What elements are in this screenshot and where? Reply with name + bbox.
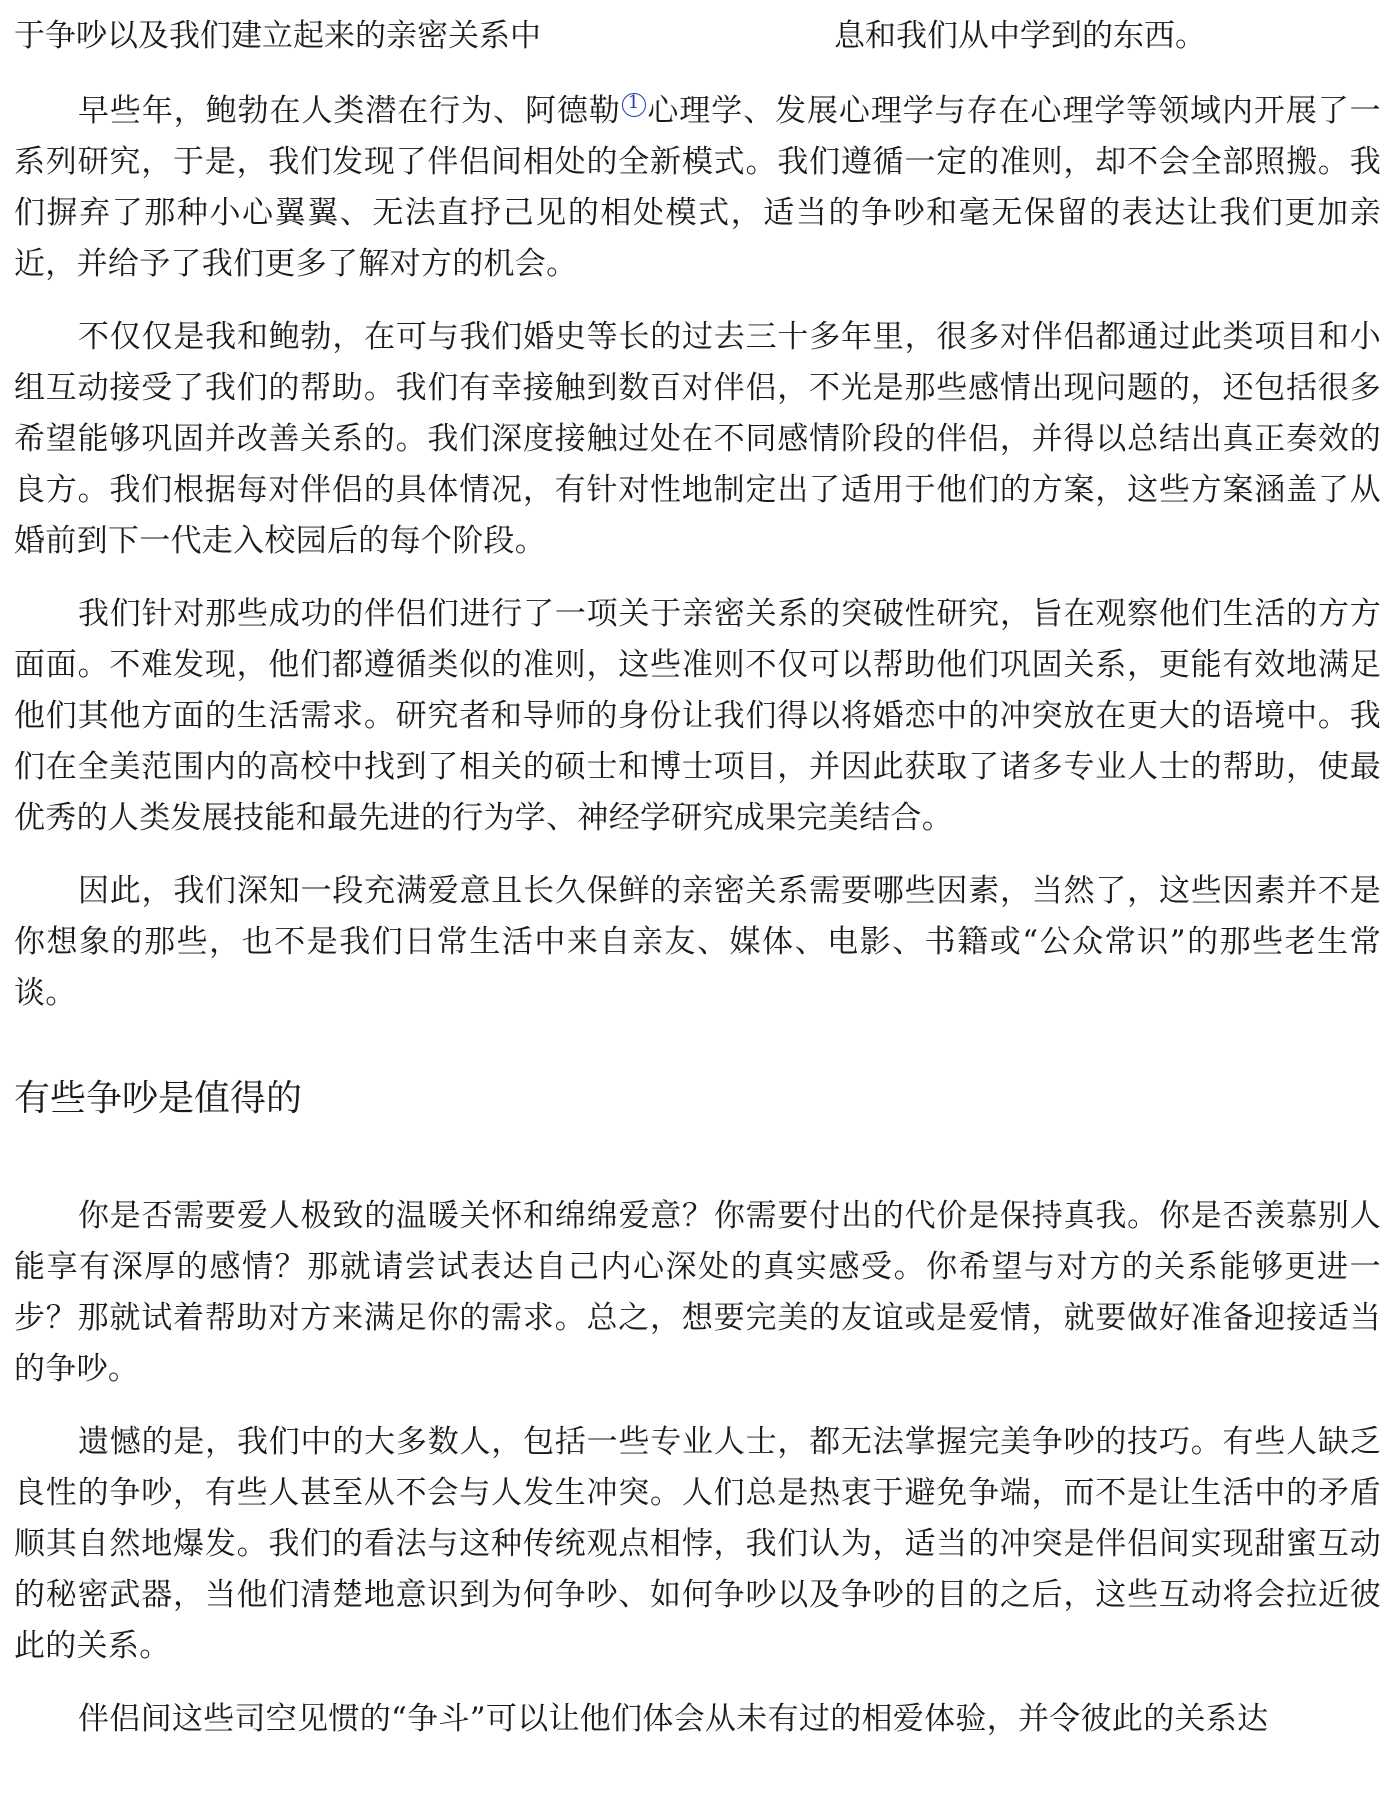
paragraph-helping-couples: 不仅仅是我和鲍勃，在可与我们婚史等长的过去三十多年里，很多对伴侣都通过此类项目和小组互动接受了我们的帮助。我们有幸接触到数百对伴侣，不光是那些感情出现问题的，还包括很多希望能够巩固并改善关系的。我们深度接触过处在不同感情阶段的伴侣，并得以总结出真正奏效的良方。我们根据每对伴侣的具体情况，有针对性地制定出了适用于他们的方案，这些方案涵盖了从婚前到下一代走入校园后的每个阶段。 [14, 319, 1381, 559]
paragraph-lasting-love-factors: 因此，我们深知一段充满爱意且长久保鲜的亲密关系需要哪些因素，当然了，这些因素并不是你想象的那些，也不是我们日常生活中来自亲友、媒体、电影、书籍或“公众常识”的那些老生常谈。 [14, 873, 1381, 1011]
paragraph-text-after-note: 心理学、发展心理学与存在心理学等领域内开展了一系列研究，于是，我们发现了伴侣间相处的全新模式。我们遵循一定的准则，却不会全部照搬。我们摒弃了那种小心翼翼、无法直抒己见的相处模式，适当的争吵和毫无保留的表达让我们更加亲近，并给予了我们更多了解对方的机会。 [14, 93, 1381, 282]
footnote-marker-link[interactable]: 1 [622, 93, 646, 117]
document-page [14, 8, 1381, 1745]
paragraph-be-yourself: 你是否需要爱人极致的温暖关怀和绵绵爱意？你需要付出的代价是保持真我。你是否羡慕别人能享有深厚的感情？那就请尝试表达自己内心深处的真实感受。你希望与对方的关系能够更进一步？那就试着帮助对方来满足你的需求。总之，想要完美的友谊或是爱情，就要做好准备迎接适当的争吵。 [14, 1198, 1381, 1387]
paragraph-conflict-as-weapon: 遗憾的是，我们中的大多数人，包括一些专业人士，都无法掌握完美争吵的技巧。有些人缺乏良性的争吵，有些人甚至从不会与人发生冲突。人们总是热衷于避免争端，而不是让生活中的矛盾顺其自然地爆发。我们的看法与这种传统观点相悖，我们认为，适当的冲突是伴侣间实现甜蜜互动的秘密武器，当他们清楚地意识到为何争吵、如何争吵以及争吵的目的之后，这些互动将会拉近彼此的关系。 [14, 1424, 1381, 1664]
continued-text-line [14, 8, 1381, 64]
paragraph-research-background [14, 86, 1381, 290]
continued-text-left: 于争吵以及我们建立起来的亲密关系中 [14, 18, 541, 54]
paragraph-fights-bring-closer: 伴侣间这些司空见惯的“争斗”可以让他们体会从未有过的相爱体验，并令彼此的关系达 [78, 1701, 1269, 1737]
paragraph-breakthrough-research: 我们针对那些成功的伴侣们进行了一项关于亲密关系的突破性研究，旨在观察他们生活的方方面面。不难发现，他们都遵循类似的准则，这些准则不仅可以帮助他们巩固关系，更能有效地满足他们其他方面的生活需求。研究者和导师的身份让我们得以将婚恋中的冲突放在更大的语境中。我们在全美范围内的高校中找到了相关的硕士和博士项目，并因此获取了诸多专业人士的帮助，使最优秀的人类发展技能和最先进的行为学、神经学研究成果完美结合。 [14, 596, 1381, 836]
continued-text-right: 息和我们从中学到的东西。 [834, 18, 1206, 54]
section-heading: 有些争吵是值得的 [14, 1078, 303, 1119]
paragraph-text-before-note: 早些年，鲍勃在人类潜在行为、阿德勒 [78, 93, 621, 129]
